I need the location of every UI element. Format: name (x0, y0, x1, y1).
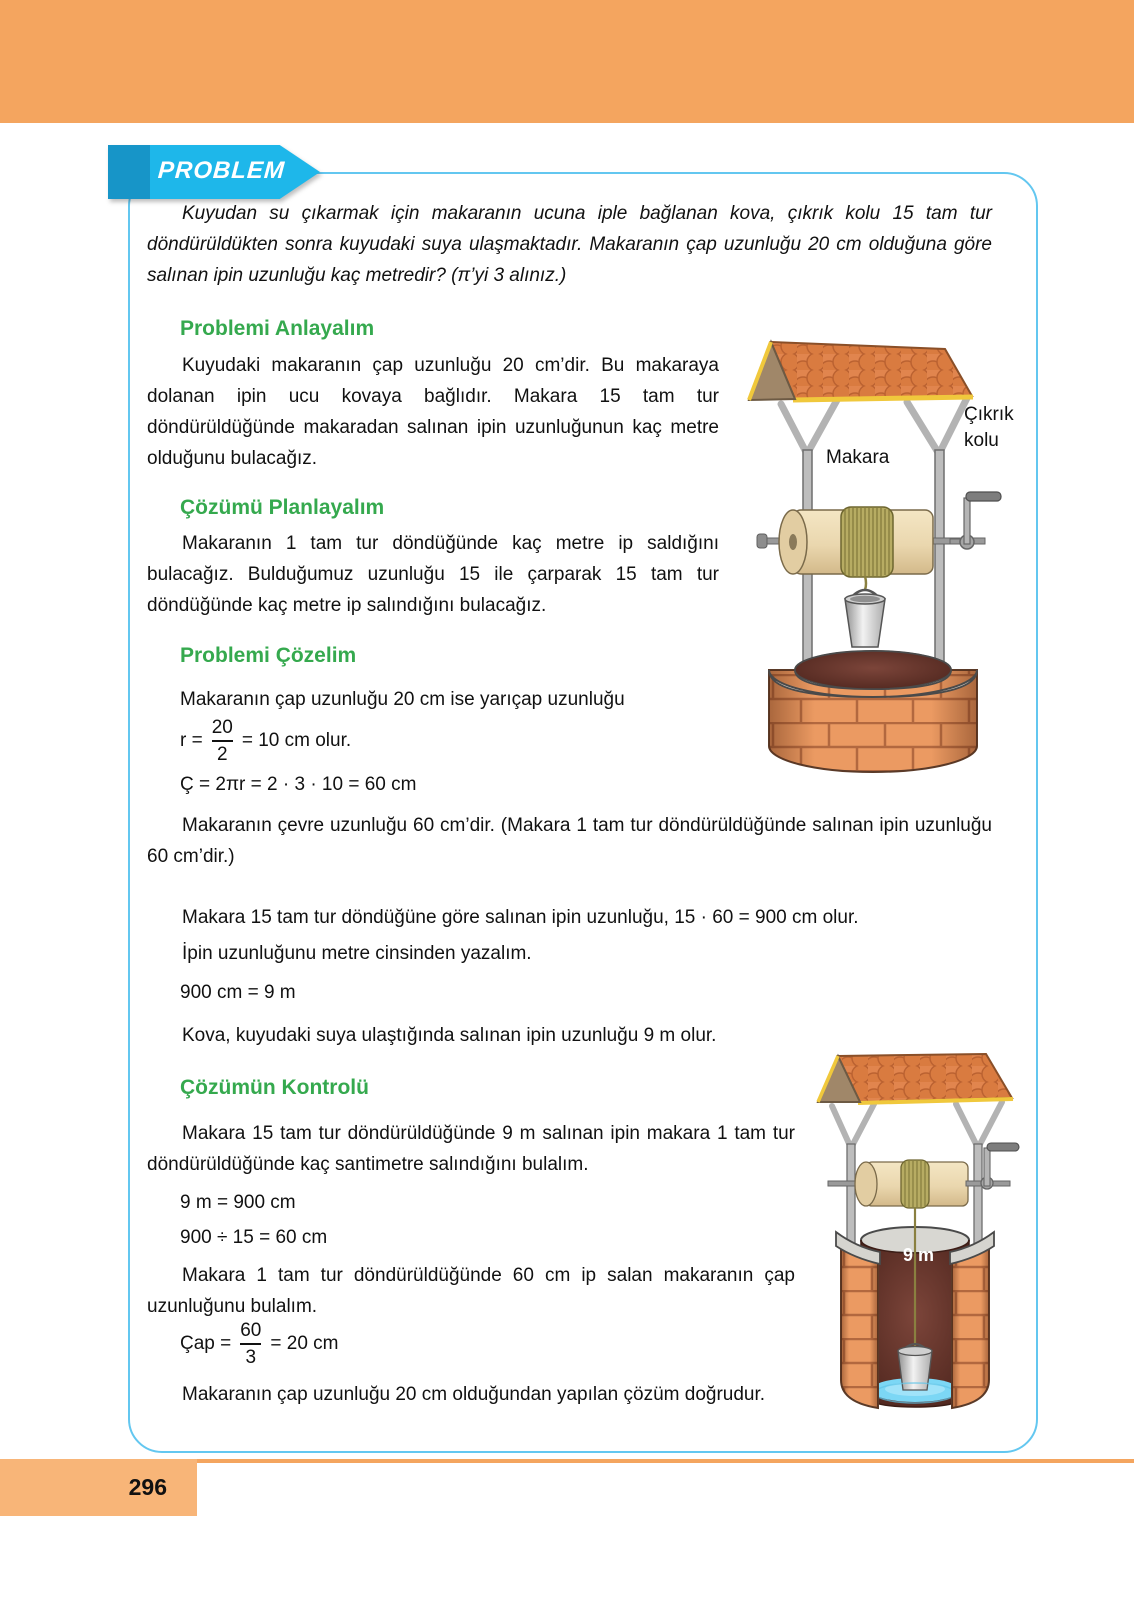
problem-badge-label: PROBLEM (157, 157, 286, 184)
radius-fraction-denominator: 2 (212, 740, 233, 767)
depth-label: 9 m (903, 1245, 935, 1265)
heading-understand: Problemi Anlayalım (180, 317, 375, 340)
solve-line1: Makaranın çap uzunluğu 20 cm ise yarıçap uzunluğu (180, 689, 625, 710)
axle-cap-left (757, 534, 767, 548)
well-bottom-roof (818, 1054, 1013, 1103)
diameter-equation (180, 1318, 339, 1370)
diameter-fraction (240, 1318, 261, 1370)
check-equation-2: 900 ÷ 15 = 60 cm (180, 1227, 328, 1248)
diameter-eq-prefix: Çap = (180, 1333, 232, 1354)
radius-fraction-numerator: 20 (211, 717, 233, 738)
pulley-drum (779, 507, 933, 577)
radius-equation (180, 715, 351, 767)
problem-badge (108, 145, 320, 199)
radius-eq-prefix: r = (180, 730, 203, 751)
problem-statement: Kuyudan su çıkarmak için makaranın ucuna iple bağlanan kova, çıkrık kolu 15 tam tur döndürüldükten sonra kuyudaki suya ulaşmaktadır. Makaranın çap uzunluğu 20 cm olduğuna göre salınan ipin uzunluğu kaç metredir? (π’yi 3 alınız.) (147, 203, 992, 286)
rope-coil (841, 507, 893, 577)
diameter-fraction-numerator: 60 (240, 1320, 262, 1341)
solve-paragraph-2: Makara 15 tam tur döndüğüne göre salınan ipin uzunluğu, 15 · 60 = 900 cm olur. (182, 907, 859, 928)
heading-check: Çözümün Kontrolü (180, 1076, 369, 1099)
heading-plan: Çözümü Planlayalım (180, 496, 385, 519)
well-top-roof (749, 342, 973, 400)
solve-equation-900cm: 900 cm = 9 m (180, 982, 296, 1003)
rope-coil (901, 1160, 929, 1208)
heading-solve: Problemi Çözelim (180, 644, 357, 667)
solve-paragraph-3: İpin uzunluğunu metre cinsinden yazalım. (182, 943, 532, 964)
diameter-eq-result: = 20 cm (270, 1333, 339, 1354)
check-equation-1: 9 m = 900 cm (180, 1192, 296, 1213)
bucket (845, 590, 885, 647)
diameter-fraction-denominator: 3 (240, 1343, 261, 1370)
page-number: 296 (0, 1459, 197, 1516)
well-illustration-bottom (816, 1050, 1032, 1422)
crank-label-line2: kolu (964, 430, 999, 451)
top-orange-band (0, 0, 1134, 123)
problem-content-box (128, 172, 1038, 1453)
solve-paragraph-4: Kova, kuyudaki suya ulaştığında salınan ipin uzunluğu 9 m olur. (182, 1025, 717, 1046)
check-paragraph-1: Makara 15 tam tur döndürüldüğünde 9 m salınan ipin makara 1 tam tur döndürüldüğünde kaç santimetre salındığını bulalım. (147, 1123, 795, 1175)
well-bottom-drawing (816, 1050, 1032, 1422)
understand-paragraph: Kuyudaki makaranın çap uzunluğu 20 cm’dir. Bu makaraya dolanan ipin ucu kovaya bağlıdır. Makara 15 tam tur döndürüldüğünde makaradan salınan ipin uzunluğunun kaç metre olduğunu bulacağız. (147, 355, 719, 469)
conclusion-paragraph: Makaranın çap uzunluğu 20 cm olduğundan yapılan çözüm doğrudur. (182, 1384, 766, 1405)
check-paragraph-2: Makara 1 tam tur döndürüldüğünde 60 cm ip salan makaranın çap uzunluğunu bulalım. (147, 1265, 795, 1317)
pulley-label: Makara (826, 447, 890, 468)
radius-fraction (212, 715, 233, 767)
solve-paragraph-1: Makaranın çevre uzunluğu 60 cm’dir. (Makara 1 tam tur döndürüldüğünde salınan ipin uzunluğu 60 cm’dir.) (147, 815, 992, 867)
rope (865, 576, 866, 590)
crank-label-line1: Çıkrık (964, 404, 1014, 425)
plan-paragraph: Makaranın 1 tam tur döndüğünde kaç metre ip saldığını bulacağız. Bulduğumuz uzunluğu 15 ile çarparak 15 tam tur döndüğünde kaç metre ip salındığını bulacağız. (147, 533, 719, 616)
well-body (769, 651, 977, 772)
circumference-equation: Ç = 2πr = 2 · 3 · 10 = 60 cm (180, 774, 417, 795)
radius-eq-result: = 10 cm olur. (241, 730, 352, 751)
problem-badge-fold (108, 145, 150, 199)
pulley-drum (855, 1160, 968, 1208)
crank-label (964, 402, 1014, 454)
